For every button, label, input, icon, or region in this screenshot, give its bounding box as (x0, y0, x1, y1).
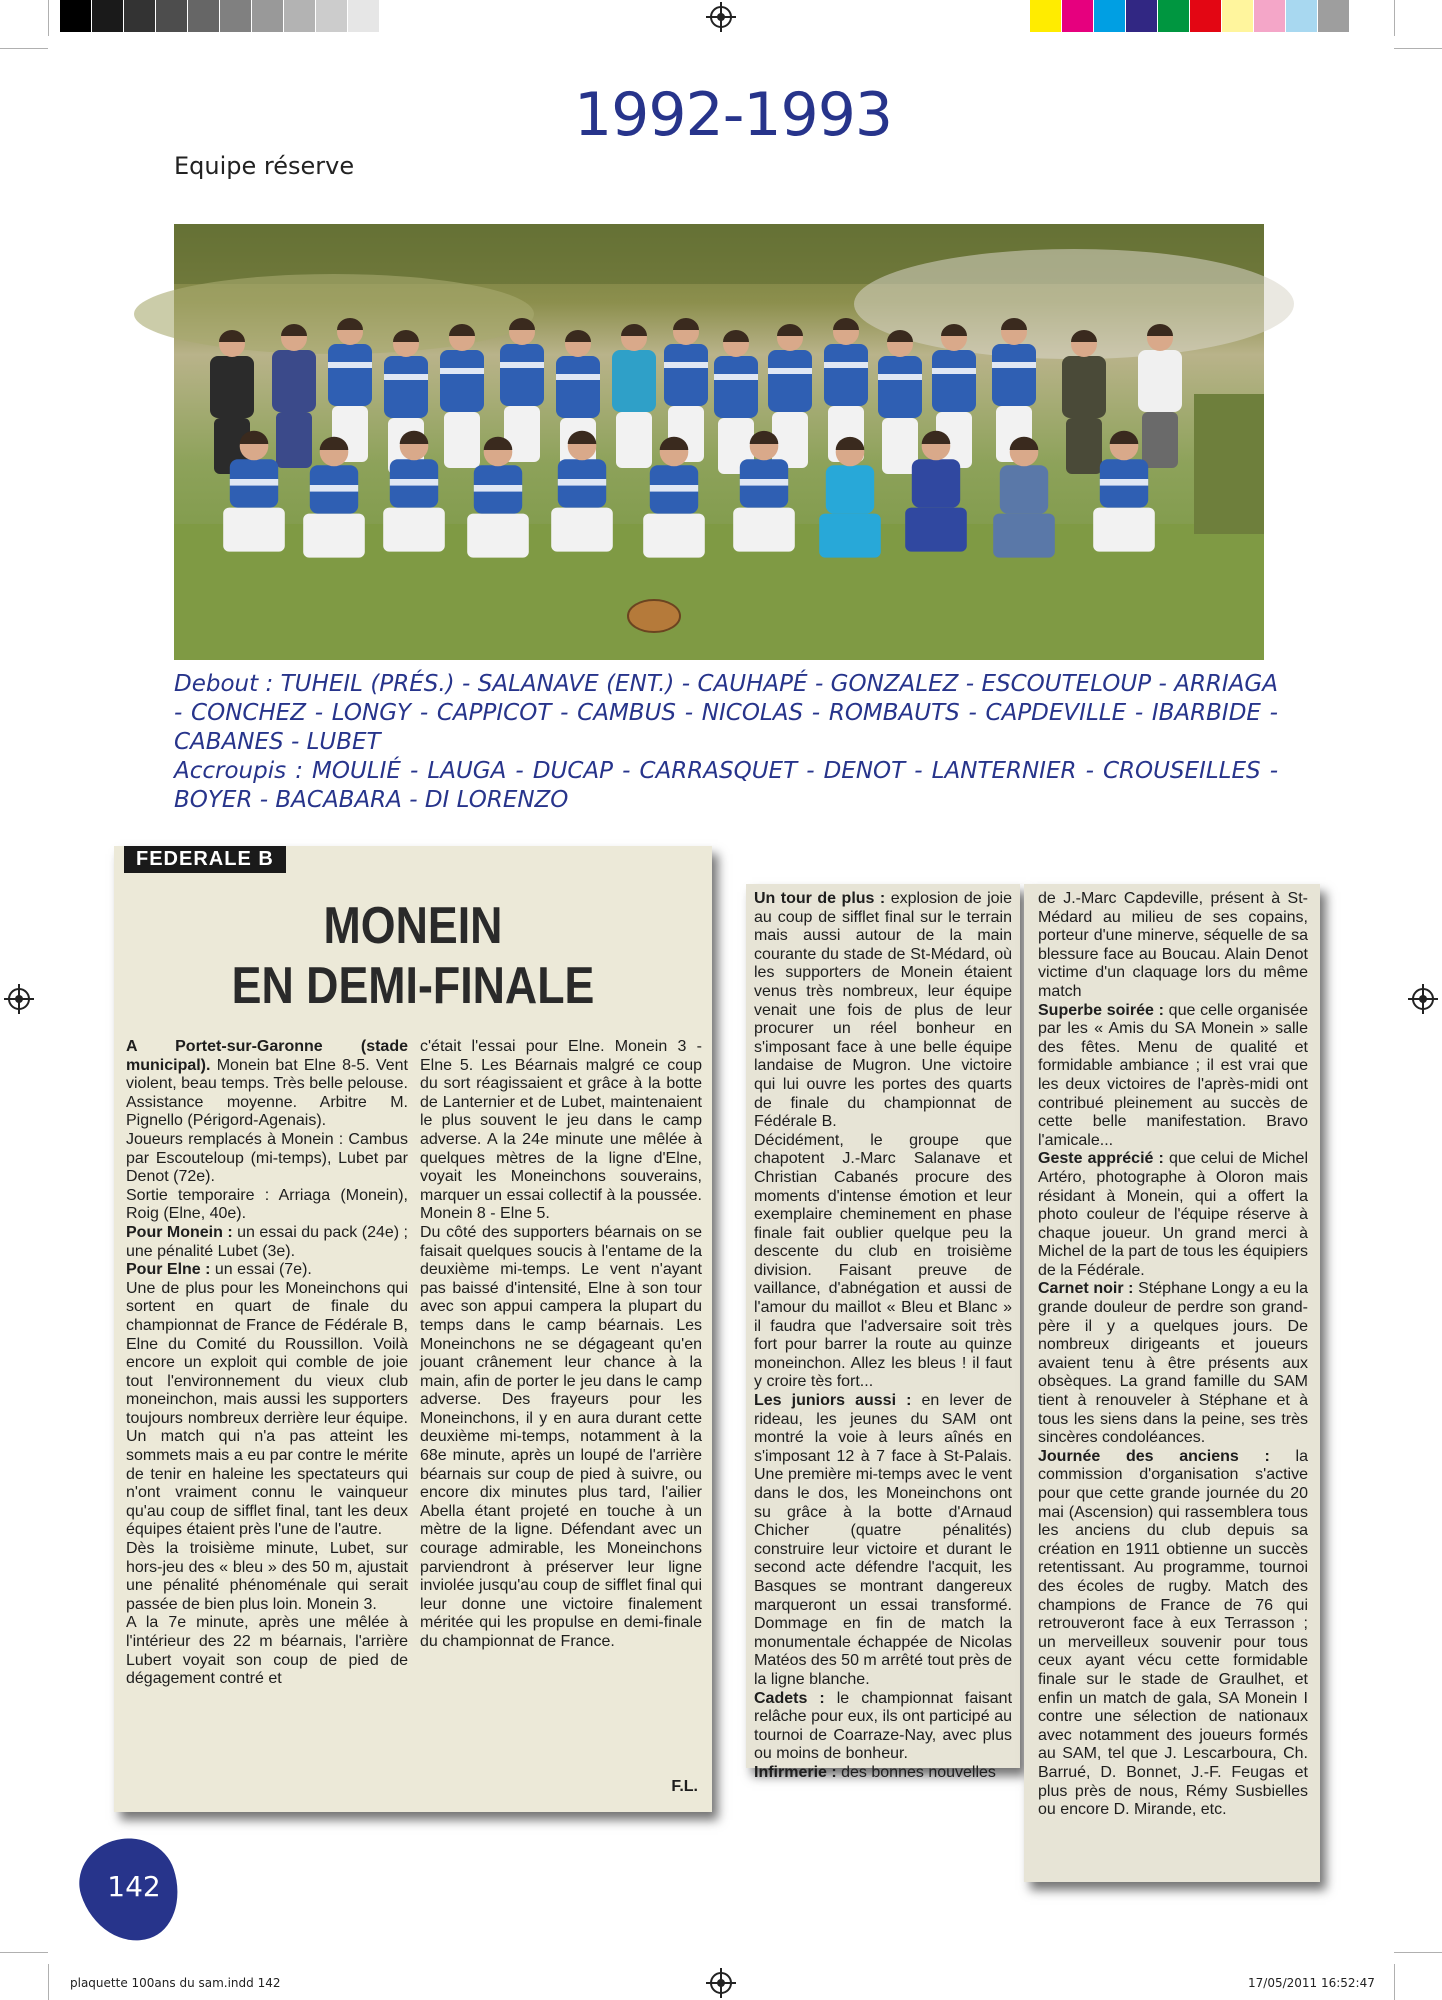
paragraph-lead: Geste apprécié : (1038, 1150, 1164, 1168)
crop-mark (0, 1952, 48, 1953)
paragraph-text: un essai du pack (24e) ; une pénalité Lubet (3e). (126, 1223, 408, 1260)
crop-mark (1394, 1952, 1442, 1953)
color-swatch (1158, 0, 1190, 32)
paragraph-text: Une de plus pour les Moneinchons qui sortent en quart de finale du championnat de France de Fédérale B, Elne du Comité du Roussillon. Voilà encore un exploit qui comble de joie tout l'environnement du vieux club moneinchon, mais aussi les supporters toujours nombreux derrière leur équipe. Un match qui n'a pas atteint les sommets mais a eu par contre le mérite de tenir en haleine les spectateurs qui n'ont vraiment connu le vainqueur qu'au coup de sifflet final, tant les deux équipes étaient près l'une de l'autre. (126, 1279, 408, 1539)
color-swatch (1222, 0, 1254, 32)
color-swatch (220, 0, 252, 32)
article-paragraph (1038, 1002, 1308, 1151)
paragraph-text: A la 7e minute, après une mêlée à l'intérieur des 22 m béarnais, l'arrière Lubert voyait son coup de pied de dégagement contré et (126, 1614, 408, 1688)
article-paragraph (126, 1131, 408, 1187)
paragraph-lead: A Portet-sur-Garonne (stade municipal). (126, 1038, 408, 1074)
article-column-2 (420, 1038, 702, 1652)
color-swatch (1286, 0, 1318, 32)
paragraph-lead: Carnet noir : (1038, 1280, 1134, 1298)
color-swatch-bar (1030, 0, 1350, 32)
newspaper-clipping-main (114, 846, 712, 1812)
article-paragraph (1038, 890, 1308, 1002)
article-paragraph (754, 1392, 1012, 1690)
color-swatch (284, 0, 316, 32)
paragraph-text: le championnat faisant relâche pour eux, ils ont participé au tournoi de Coarraze-Nay, avec plus ou moins de bonheur. (754, 1689, 1013, 1763)
color-swatch (188, 0, 220, 32)
article-paragraph (420, 1224, 702, 1652)
caption-crouching: Accroupis : MOULIÉ - LAUGA - DUCAP - CARRASQUET - DENOT - LANTERNIER - CROUSEILLES - BOYER - BACABARA - DI LORENZO (174, 758, 1278, 813)
newspaper-clipping-notes-2 (1024, 884, 1320, 1882)
headline-line-2: EN DEMI-FINALE (231, 957, 595, 1015)
article-paragraph (754, 1764, 1012, 1783)
paragraph-text: Stéphane Longy a eu la grande douleur de perdre son grand-père il y a quelques jours. De nombreux dirigeants et joueurs avaient tenu à être présents aux obsèques. La grand famille du SAM tient à renouveler à Stéphane et à tous les siens dans la peine, ses très sincères condoléances. (1038, 1280, 1308, 1447)
color-swatch (92, 0, 124, 32)
paragraph-text: c'était l'essai pour Elne. Monein 3 - Elne 5. Les Béarnais malgré ce coup du sort réagissaient et grâce à la botte de Lanternier et de Lubet, maintenaient le plus souvent le jeu dans le camp adverse. A la 24e minute une mêlée à quelques mètres de la ligne d'Elne, voyait les Moneinchons souverains, marquer un essai collectif à la poussée. Monein 8 - Elne 5. (420, 1038, 702, 1223)
article-column-3 (754, 890, 1012, 1783)
player-figure (878, 330, 922, 474)
registration-mark-right (1412, 988, 1434, 1010)
article-paragraph (126, 1224, 408, 1261)
paragraph-text: des bonnes nouvelles (836, 1763, 996, 1781)
color-swatch (1190, 0, 1222, 32)
article-column-1 (126, 1038, 408, 1689)
article-paragraph (126, 1540, 408, 1614)
color-swatch (380, 0, 412, 32)
color-swatch (1030, 0, 1062, 32)
crop-mark (48, 1964, 49, 2000)
team-subtitle: Equipe réserve (174, 152, 355, 180)
crop-mark (1394, 1964, 1395, 2000)
color-swatch (252, 0, 284, 32)
article-paragraph (1038, 1150, 1308, 1280)
paragraph-lead: Cadets : (754, 1689, 825, 1707)
crop-mark (48, 0, 49, 36)
paragraph-text: Décidément, le groupe que chapotent J.-Marc Salanave et Christian Cabanés procure des moments d'intense émotion et leur exemplaire cheminement en phase finale fait oublier quelque peu la descente du club en troisième division. Faisant preuve de vaillance, d'abnégation et aussi de l'amour du maillot « Bleu et Blanc » il faudra que l'adversaire soit très fort pour barrer la route au quinze moneinchon. Allez les bleus ! il faut y croire tès fort... (754, 1131, 1012, 1391)
article-paragraph (754, 890, 1012, 1132)
paragraph-lead: Pour Elne : (126, 1261, 211, 1279)
color-swatch (1094, 0, 1126, 32)
gray-swatch-bar (60, 0, 412, 32)
paragraph-text: de J.-Marc Capdeville, présent à St-Médard au milieu de ses copains, porteur d'une minerve, séquelle de sa blessure face au Boucau. Alain Denot victime d'un claquage lors du même match (1038, 890, 1308, 1000)
color-swatch (1062, 0, 1094, 32)
paragraph-text: Joueurs remplacés à Monein : Cambus par Escouteloup (mi-temps), Lubet par Denot (72e). (126, 1130, 408, 1186)
paragraph-lead: Pour Monein : (126, 1223, 233, 1241)
paragraph-text: Dès la troisième minute, Lubet, sur hors-jeu des « bleu » des 50 m, ajustait une pénalité phénoménale qui serait passée de bien plus loin. Monein 3. (126, 1540, 408, 1613)
footer-filename: plaquette 100ans du sam.indd 142 (70, 1976, 281, 1990)
newspaper-clipping-notes-1 (746, 884, 1020, 1781)
paragraph-text: Sortie temporaire : Arriaga (Monein), Roig (Elne, 40e). (126, 1186, 408, 1223)
article-paragraph (754, 1132, 1012, 1392)
photo-caption (174, 670, 1278, 815)
section-tag: FEDERALE B (124, 846, 286, 873)
color-swatch (124, 0, 156, 32)
player-figure (612, 324, 656, 468)
team-photo (174, 224, 1264, 660)
color-swatch (1318, 0, 1350, 32)
registration-mark-bottom (710, 1972, 732, 1994)
article-paragraph (126, 1038, 408, 1131)
article-paragraph (126, 1280, 408, 1540)
season-title: 1992-1993 (574, 80, 893, 150)
crop-mark (1394, 48, 1442, 49)
paragraph-text: explosion de joie au coup de sifflet final sur le terrain mais aussi autour de la main courante du stade de St-Médard, où les supporters de Monein étaient venus très nombreux, leur équipe venait une fois de plus de leur procurer un réel bonheur en s'imposant face à une belle équipe landaise de Mugron. Une victoire qui lui ouvre les portes des quarts de finale du championnat de Fédérale B. (754, 890, 1012, 1131)
paragraph-lead: Infirmerie : (754, 1763, 837, 1781)
footer-date: 17/05/2011 16:52:47 (1248, 1976, 1375, 1990)
crop-mark (0, 48, 48, 49)
paragraph-text: Du côté des supporters béarnais on se faisait quelques soucis à l'entame de la deuxième mi-temps. Le vent n'ayant pas baissé d'intensité, Elne à son tour avec son appui campera la plupart du temps dans le camp béarnais. Les Moneinchons ne se dégageant qu'en jouant crânement leur chance à la main, afin de porter le jeu dans le camp adverse. Des frayeurs pour les Moneinchons, il y en aura durant cette deuxième mi-temps, notamment à la 68e minute, après un loupé de l'arrière béarnais sur coup de pied à suivre, ou encore dix minutes plus tard, l'ailier Abella étant projeté en touche à un mètre de la ligne. Défendant avec un courage admirable, les Moneinchons parviendront à préserver leur ligne inviolée jusqu'au coup de sifflet final qui leur donne une victoire finalement méritée qui les propulse en demi-finale du championnat de France. (420, 1223, 702, 1650)
registration-mark-top (710, 6, 732, 28)
color-swatch (316, 0, 348, 32)
article-paragraph (754, 1690, 1012, 1764)
article-paragraph (1038, 1448, 1308, 1820)
paragraph-text: que celle organisée par les « Amis du SA Monein » salle des fêtes. Menu de qualité et formidable ambiance ; il est vrai que les deux victoires de l'après-midi ont contribué pleinement au succès de cette belle manifestation. Bravo l'amicale... (1038, 1001, 1308, 1149)
article-column-4 (1038, 890, 1308, 1820)
paragraph-lead: Journée des anciens : (1038, 1447, 1270, 1465)
color-swatch (156, 0, 188, 32)
paragraph-text: la commission d'organisation s'active pour que cette grande journée du 20 mai (Ascension) qui rassemblera tous les anciens du club depuis sa création en 1911 obtienne un succès retentissant. Au programme, tournoi des écoles de rugby. Match des champions de France de 76 qui retrouveront face à eux Terrasson ; un merveilleux souvenir pour tous ceux ayant vécu cette formidable finale sur le stade de Graulhet, et enfin un match de gala, SA Monein I contre une sélection de nationaux avec notamment des joueurs formés au SAM, tel que J. Lescarboura, Ch. Barrué, D. Bonnet, J.-F. Feugas et plus près de nous, Rémy Susbielles ou encore D. Mirande, etc. (1038, 1447, 1308, 1819)
registration-mark-left (8, 988, 30, 1010)
paragraph-lead: Superbe soirée : (1038, 1001, 1164, 1019)
crop-mark (1394, 0, 1395, 36)
article-paragraph (126, 1261, 408, 1280)
color-swatch (60, 0, 92, 32)
color-swatch (1254, 0, 1286, 32)
paragraph-lead: Un tour de plus : (754, 890, 886, 907)
color-swatch (348, 0, 380, 32)
paragraph-lead: Les juniors aussi : (754, 1392, 912, 1410)
headline-line-1: MONEIN (323, 897, 503, 955)
paragraph-text: Monein bat Elne 8-5. Vent violent, beau temps. Très belle pelouse. Assistance moyenne. Arbitre M. Pignello (Périgord-Agenais). (126, 1056, 408, 1130)
caption-standing: Debout : TUHEIL (PRÉS.) - SALANAVE (ENT.) - CAUHAPÉ - GONZALEZ - ESCOUTELOUP - ARRIAGA - CONCHEZ - LONGY - CAPPICOT - CAMBUS - NICOLAS - ROMBAUTS - CAPDEVILLE - IBARBIDE - CABANES - LUBET (174, 671, 1278, 755)
author-signature: F.L. (671, 1778, 698, 1795)
article-paragraph (126, 1187, 408, 1224)
paragraph-text: que celui de Michel Artéro, photographe à Oloron mais résidant à Monein, qui a offert la photo couleur de l'équipe réserve à chaque joueur. Un grand merci à Michel de la part de tous les équipiers de la Fédérale. (1038, 1150, 1308, 1279)
article-paragraph (1038, 1280, 1308, 1447)
team-photo-illustration (174, 224, 1264, 660)
color-swatch (1126, 0, 1158, 32)
article-paragraph (420, 1038, 702, 1224)
article-paragraph (126, 1614, 408, 1688)
paragraph-text: en lever de rideau, les jeunes du SAM ont montré la voie à leurs aînés en s'imposant 12 à 7 face à St-Palais. Une première mi-temps avec le vent dans le dos, les Moneinchons ont su grâce à la botte d'Arnaud Chicher (quatre pénalités) construire leur victoire et durant le second acte défendre l'acquit, les Basques se montrant dangereux marqueront un essai transformé. Dommage en fin de match la monumentale échappée de Nicolas Matéos des 50 m arrêté tout près de la ligne blanche. (754, 1392, 1013, 1688)
page-number: 142 (107, 1870, 161, 1903)
paragraph-text: un essai (7e). (210, 1261, 312, 1279)
